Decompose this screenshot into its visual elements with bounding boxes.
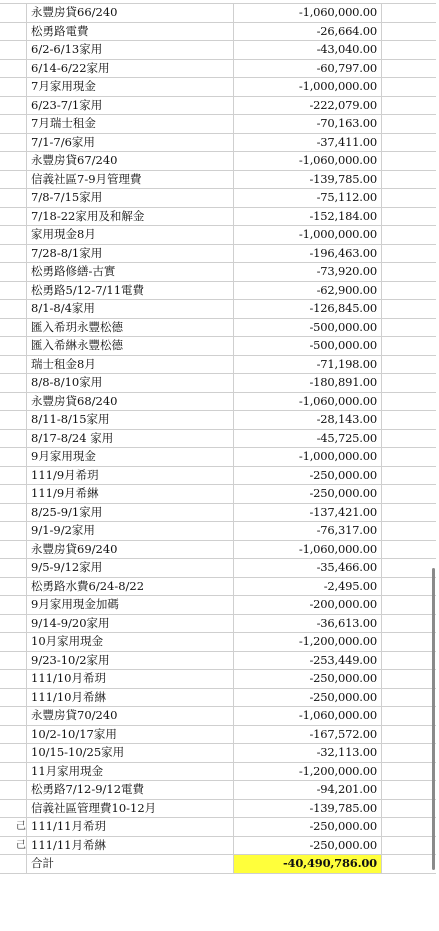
table-row: [0, 466, 436, 485]
side-marker-cell[interactable]: [0, 392, 27, 411]
table-row: [0, 59, 436, 78]
item-label-cell[interactable]: 松勇路電費: [27, 22, 234, 41]
table-row: [0, 559, 436, 578]
side-marker-cell[interactable]: [0, 96, 27, 115]
table-row: [0, 762, 436, 781]
amount-cell[interactable]: -1,200,000.00: [234, 633, 382, 652]
table-row: [0, 318, 436, 337]
item-label-cell[interactable]: 9/1-9/2家用: [27, 522, 234, 541]
amount-cell[interactable]: -28,143.00: [234, 411, 382, 430]
amount-cell[interactable]: -94,201.00: [234, 781, 382, 800]
item-label-cell[interactable]: 松勇路7/12-9/12電費: [27, 781, 234, 800]
amount-cell[interactable]: -1,060,000.00: [234, 392, 382, 411]
item-label-cell[interactable]: 111/10月希綝: [27, 688, 234, 707]
side-marker-cell[interactable]: [0, 651, 27, 670]
side-marker-cell[interactable]: [0, 374, 27, 393]
table-row: [0, 540, 436, 559]
item-label-cell[interactable]: 111/11月希綝: [27, 836, 234, 855]
table-row: [0, 781, 436, 800]
item-label-cell[interactable]: 永豐房貸69/240: [27, 540, 234, 559]
item-label-cell[interactable]: 9/23-10/2家用: [27, 651, 234, 670]
expense-table: [0, 3, 436, 874]
table-row: [0, 281, 436, 300]
table-row: [0, 836, 436, 855]
empty-cell[interactable]: [382, 170, 437, 189]
amount-cell[interactable]: -1,060,000.00: [234, 540, 382, 559]
empty-cell[interactable]: [382, 725, 437, 744]
amount-cell[interactable]: -180,891.00: [234, 374, 382, 393]
empty-cell[interactable]: [382, 781, 437, 800]
table-row: [0, 725, 436, 744]
empty-cell[interactable]: [382, 133, 437, 152]
empty-cell[interactable]: [382, 855, 437, 874]
item-label-cell[interactable]: 信義社區7-9月管理費: [27, 170, 234, 189]
empty-cell[interactable]: [382, 633, 437, 652]
item-label-cell[interactable]: 111/9月希玥: [27, 466, 234, 485]
amount-cell[interactable]: -1,060,000.00: [234, 707, 382, 726]
item-label-cell[interactable]: 8/11-8/15家用: [27, 411, 234, 430]
item-label-cell[interactable]: 9/5-9/12家用: [27, 559, 234, 578]
empty-cell[interactable]: [382, 300, 437, 319]
empty-cell[interactable]: [382, 115, 437, 134]
side-marker-cell[interactable]: [0, 300, 27, 319]
empty-cell[interactable]: [382, 818, 437, 837]
amount-cell[interactable]: -62,900.00: [234, 281, 382, 300]
table-row: [0, 799, 436, 818]
empty-cell[interactable]: [382, 392, 437, 411]
table-row: [0, 392, 436, 411]
item-label-cell[interactable]: 7/18-22家用及和解金: [27, 207, 234, 226]
side-marker-cell[interactable]: [0, 207, 27, 226]
amount-cell[interactable]: -152,184.00: [234, 207, 382, 226]
item-label-cell[interactable]: 7/8-7/15家用: [27, 189, 234, 208]
amount-cell[interactable]: -250,000.00: [234, 688, 382, 707]
table-row: [0, 744, 436, 763]
empty-cell[interactable]: [382, 78, 437, 97]
side-marker-cell[interactable]: [0, 22, 27, 41]
empty-cell[interactable]: [382, 522, 437, 541]
amount-cell[interactable]: -71,198.00: [234, 355, 382, 374]
side-marker-cell[interactable]: [0, 522, 27, 541]
side-marker-cell[interactable]: [0, 281, 27, 300]
side-marker-cell[interactable]: [0, 466, 27, 485]
side-marker-cell[interactable]: [0, 78, 27, 97]
table-row: [0, 596, 436, 615]
empty-cell[interactable]: [382, 707, 437, 726]
side-marker-cell[interactable]: [0, 781, 27, 800]
side-marker-cell[interactable]: 己: [0, 818, 27, 837]
side-marker-cell[interactable]: [0, 559, 27, 578]
side-marker-cell[interactable]: [0, 577, 27, 596]
amount-cell[interactable]: -250,000.00: [234, 836, 382, 855]
empty-cell[interactable]: [382, 207, 437, 226]
item-label-cell[interactable]: 10月家用現金: [27, 633, 234, 652]
item-label-cell[interactable]: 7/1-7/6家用: [27, 133, 234, 152]
empty-cell[interactable]: [382, 41, 437, 60]
amount-cell[interactable]: -36,613.00: [234, 614, 382, 633]
side-marker-cell[interactable]: [0, 540, 27, 559]
empty-cell[interactable]: [382, 244, 437, 263]
item-label-cell[interactable]: 8/8-8/10家用: [27, 374, 234, 393]
empty-cell[interactable]: [382, 559, 437, 578]
item-label-cell[interactable]: 111/10月希玥: [27, 670, 234, 689]
amount-cell[interactable]: -200,000.00: [234, 596, 382, 615]
item-label-cell[interactable]: 10/2-10/17家用: [27, 725, 234, 744]
item-label-cell[interactable]: 7/28-8/1家用: [27, 244, 234, 263]
side-marker-cell[interactable]: [0, 226, 27, 245]
item-label-cell[interactable]: 松勇路5/12-7/11電費: [27, 281, 234, 300]
empty-cell[interactable]: [382, 226, 437, 245]
table-row: [0, 707, 436, 726]
side-marker-cell[interactable]: [0, 59, 27, 78]
empty-cell[interactable]: [382, 614, 437, 633]
side-marker-cell[interactable]: [0, 411, 27, 430]
amount-cell[interactable]: -1,000,000.00: [234, 448, 382, 467]
side-marker-cell[interactable]: [0, 448, 27, 467]
table-row: [0, 355, 436, 374]
item-label-cell[interactable]: 松勇路水費6/24-8/22: [27, 577, 234, 596]
table-row: [0, 818, 436, 837]
empty-cell[interactable]: [382, 281, 437, 300]
table-row: [0, 4, 436, 23]
empty-cell[interactable]: [382, 448, 437, 467]
item-label-cell[interactable]: 8/25-9/1家用: [27, 503, 234, 522]
item-label-cell[interactable]: 7月瑞士租金: [27, 115, 234, 134]
amount-cell[interactable]: -70,163.00: [234, 115, 382, 134]
empty-cell[interactable]: [382, 411, 437, 430]
side-marker-cell[interactable]: [0, 355, 27, 374]
empty-cell[interactable]: [382, 503, 437, 522]
amount-cell[interactable]: -1,000,000.00: [234, 226, 382, 245]
empty-cell[interactable]: [382, 540, 437, 559]
empty-cell[interactable]: [382, 485, 437, 504]
side-marker-cell[interactable]: [0, 596, 27, 615]
table-row: [0, 115, 436, 134]
amount-cell[interactable]: -45,725.00: [234, 429, 382, 448]
side-marker-cell[interactable]: [0, 244, 27, 263]
amount-cell[interactable]: -1,060,000.00: [234, 4, 382, 23]
amount-cell[interactable]: -139,785.00: [234, 799, 382, 818]
empty-cell[interactable]: [382, 355, 437, 374]
empty-cell[interactable]: [382, 263, 437, 282]
side-marker-cell[interactable]: [0, 133, 27, 152]
amount-cell[interactable]: -250,000.00: [234, 818, 382, 837]
side-marker-cell[interactable]: [0, 41, 27, 60]
table-row: [0, 226, 436, 245]
table-row: [0, 522, 436, 541]
item-label-cell[interactable]: 9/14-9/20家用: [27, 614, 234, 633]
amount-cell[interactable]: -35,466.00: [234, 559, 382, 578]
empty-cell[interactable]: [382, 670, 437, 689]
table-row: [0, 411, 436, 430]
table-row: [0, 577, 436, 596]
side-marker-cell[interactable]: [0, 263, 27, 282]
table-row: [0, 503, 436, 522]
amount-cell[interactable]: -1,000,000.00: [234, 78, 382, 97]
side-marker-cell[interactable]: [0, 725, 27, 744]
side-marker-cell[interactable]: [0, 762, 27, 781]
table-row: [0, 688, 436, 707]
item-label-cell[interactable]: 家用現金8月: [27, 226, 234, 245]
amount-cell[interactable]: -250,000.00: [234, 485, 382, 504]
side-marker-cell[interactable]: [0, 503, 27, 522]
table-row: [0, 374, 436, 393]
amount-cell[interactable]: -500,000.00: [234, 318, 382, 337]
empty-cell[interactable]: [382, 96, 437, 115]
empty-cell[interactable]: [382, 337, 437, 356]
empty-cell[interactable]: [382, 799, 437, 818]
total-label-cell[interactable]: 合計: [27, 855, 234, 874]
item-label-cell[interactable]: 匯入希玥永豐松德: [27, 318, 234, 337]
amount-cell[interactable]: -137,421.00: [234, 503, 382, 522]
amount-cell[interactable]: -500,000.00: [234, 337, 382, 356]
amount-cell[interactable]: -222,079.00: [234, 96, 382, 115]
item-label-cell[interactable]: 9月家用現金: [27, 448, 234, 467]
table-row: [0, 170, 436, 189]
side-marker-cell[interactable]: [0, 4, 27, 23]
empty-cell[interactable]: [382, 59, 437, 78]
item-label-cell[interactable]: 6/2-6/13家用: [27, 41, 234, 60]
amount-cell[interactable]: -1,060,000.00: [234, 152, 382, 171]
item-label-cell[interactable]: 11月家用現金: [27, 762, 234, 781]
table-row: [0, 263, 436, 282]
item-label-cell[interactable]: 永豐房貸70/240: [27, 707, 234, 726]
item-label-cell[interactable]: 永豐房貸66/240: [27, 4, 234, 23]
amount-cell[interactable]: -73,920.00: [234, 263, 382, 282]
side-marker-cell[interactable]: [0, 337, 27, 356]
side-marker-cell[interactable]: [0, 115, 27, 134]
empty-cell[interactable]: [382, 152, 437, 171]
total-amount-cell[interactable]: -40,490,786.00: [234, 855, 382, 874]
side-marker-cell[interactable]: [0, 170, 27, 189]
amount-cell[interactable]: -43,040.00: [234, 41, 382, 60]
amount-cell[interactable]: -196,463.00: [234, 244, 382, 263]
table-row: [0, 22, 436, 41]
table-row: [0, 448, 436, 467]
amount-cell[interactable]: -32,113.00: [234, 744, 382, 763]
side-marker-cell[interactable]: [0, 799, 27, 818]
item-label-cell[interactable]: 8/17-8/24 家用: [27, 429, 234, 448]
table-row: [0, 96, 436, 115]
item-label-cell[interactable]: 信義社區管理費10-12月: [27, 799, 234, 818]
item-label-cell[interactable]: 永豐房貸67/240: [27, 152, 234, 171]
table-row: [0, 152, 436, 171]
item-label-cell[interactable]: 匯入希綝永豐松德: [27, 337, 234, 356]
side-marker-cell[interactable]: [0, 707, 27, 726]
side-marker-cell[interactable]: 己: [0, 836, 27, 855]
item-label-cell[interactable]: 永豐房貸68/240: [27, 392, 234, 411]
empty-cell[interactable]: [382, 22, 437, 41]
amount-cell[interactable]: -75,112.00: [234, 189, 382, 208]
empty-cell[interactable]: [382, 4, 437, 23]
table-row: [0, 133, 436, 152]
table-row: [0, 614, 436, 633]
amount-cell[interactable]: -126,845.00: [234, 300, 382, 319]
table-row: [0, 337, 436, 356]
table-row: [0, 300, 436, 319]
side-marker-cell[interactable]: [0, 633, 27, 652]
amount-cell[interactable]: -60,797.00: [234, 59, 382, 78]
item-label-cell[interactable]: 瑞士租金8月: [27, 355, 234, 374]
empty-cell[interactable]: [382, 596, 437, 615]
empty-cell[interactable]: [382, 577, 437, 596]
side-marker-cell[interactable]: [0, 152, 27, 171]
side-marker-cell[interactable]: [0, 189, 27, 208]
amount-cell[interactable]: -250,000.00: [234, 466, 382, 485]
side-marker-cell[interactable]: [0, 688, 27, 707]
item-label-cell[interactable]: 松勇路修繕-古實: [27, 263, 234, 282]
side-marker-cell[interactable]: [0, 318, 27, 337]
amount-cell[interactable]: -253,449.00: [234, 651, 382, 670]
side-marker-cell[interactable]: [0, 670, 27, 689]
item-label-cell[interactable]: 7月家用現金: [27, 78, 234, 97]
empty-cell[interactable]: [382, 836, 437, 855]
table-row: [0, 189, 436, 208]
table-row: [0, 485, 436, 504]
empty-cell[interactable]: [382, 374, 437, 393]
table-row: [0, 244, 436, 263]
table-row: [0, 207, 436, 226]
table-row: [0, 41, 436, 60]
side-marker-cell[interactable]: [0, 614, 27, 633]
empty-cell[interactable]: [382, 429, 437, 448]
table-row: [0, 78, 436, 97]
amount-cell[interactable]: -26,664.00: [234, 22, 382, 41]
item-label-cell[interactable]: 111/11月希玥: [27, 818, 234, 837]
amount-cell[interactable]: -2,495.00: [234, 577, 382, 596]
item-label-cell[interactable]: 6/23-7/1家用: [27, 96, 234, 115]
empty-cell[interactable]: [382, 189, 437, 208]
side-marker-cell[interactable]: [0, 855, 27, 874]
table-row: [0, 429, 436, 448]
empty-cell[interactable]: [382, 466, 437, 485]
item-label-cell[interactable]: 111/9月希綝: [27, 485, 234, 504]
total-row: [0, 855, 436, 874]
table-row: [0, 670, 436, 689]
empty-cell[interactable]: [382, 318, 437, 337]
vertical-scrollbar[interactable]: [432, 568, 435, 870]
amount-cell[interactable]: -250,000.00: [234, 670, 382, 689]
amount-cell[interactable]: -37,411.00: [234, 133, 382, 152]
amount-cell[interactable]: -167,572.00: [234, 725, 382, 744]
item-label-cell[interactable]: 8/1-8/4家用: [27, 300, 234, 319]
item-label-cell[interactable]: 9月家用現金加碼: [27, 596, 234, 615]
item-label-cell[interactable]: 6/14-6/22家用: [27, 59, 234, 78]
item-label-cell[interactable]: 10/15-10/25家用: [27, 744, 234, 763]
table-row: [0, 633, 436, 652]
amount-cell[interactable]: -1,200,000.00: [234, 762, 382, 781]
table-row: [0, 651, 436, 670]
empty-cell[interactable]: [382, 762, 437, 781]
empty-cell[interactable]: [382, 688, 437, 707]
empty-cell[interactable]: [382, 651, 437, 670]
amount-cell[interactable]: -76,317.00: [234, 522, 382, 541]
side-marker-cell[interactable]: [0, 485, 27, 504]
side-marker-cell[interactable]: [0, 744, 27, 763]
empty-cell[interactable]: [382, 744, 437, 763]
amount-cell[interactable]: -139,785.00: [234, 170, 382, 189]
side-marker-cell[interactable]: [0, 429, 27, 448]
